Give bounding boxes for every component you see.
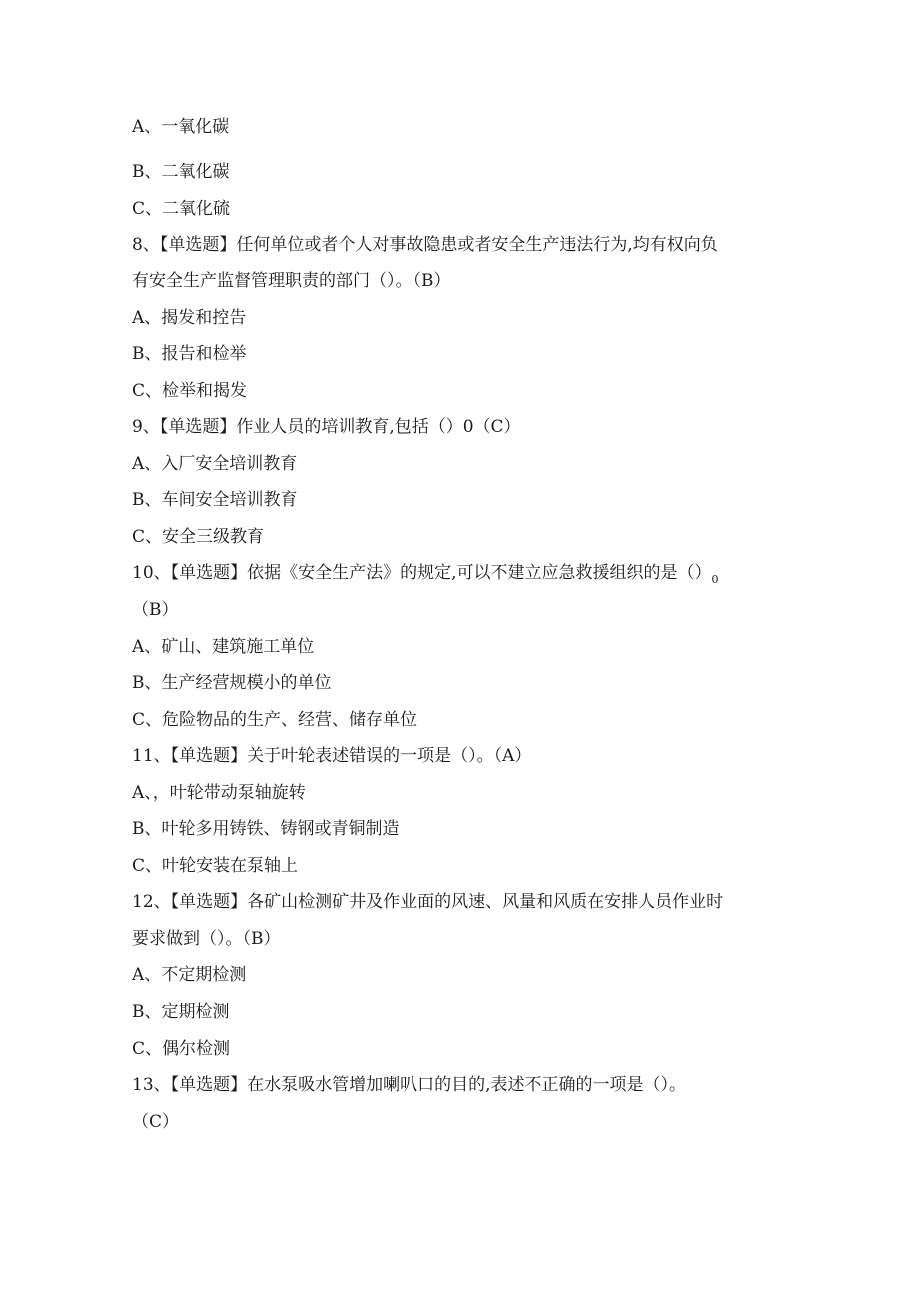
option-b: B、报告和检举 [132, 344, 247, 364]
option-c: C、检举和揭发 [132, 381, 248, 401]
question-10-subscript: 0 [711, 573, 719, 586]
option-b: B、车间安全培训教育 [132, 490, 298, 510]
question-12: 12、【单选题】各矿山检测矿井及作业面的风速、风量和风质在安排人员作业时 [132, 892, 724, 912]
question-13: 13、【单选题】在水泵吸水管增加喇叭口的目的,表述不正确的一项是（）。 [132, 1075, 687, 1095]
option-a: A、入厂安全培训教育 [132, 454, 298, 474]
question-8: 8、【单选题】任何单位或者个人对事故隐患或者安全生产违法行为,均有权向负 [132, 235, 718, 255]
option-b: B、二氧化碳 [132, 162, 230, 182]
option-a: A、揭发和控告 [132, 308, 247, 328]
option-a: A、不定期检测 [132, 965, 247, 985]
option-c: C、危险物品的生产、经营、储存单位 [132, 710, 418, 730]
question-8-cont: 有安全生产监督管理职责的部门（）。（B） [132, 271, 451, 291]
question-10-text: 10、【单选题】依据《安全生产法》的规定,可以不建立应急救援组织的是（） [132, 563, 712, 583]
question-9: 9、【单选题】作业人员的培训教育,包括（）0（C） [132, 417, 521, 437]
question-12-cont: 要求做到（）。（B） [132, 929, 281, 949]
option-b: B、叶轮多用铸铁、铸钢或青铜制造 [132, 819, 400, 839]
question-13-cont: （C） [132, 1112, 180, 1132]
option-a: A、一氧化碳 [132, 117, 230, 137]
option-b: B、生产经营规模小的单位 [132, 673, 332, 693]
question-11: 11、【单选题】关于叶轮表述错误的一项是（）。（A） [132, 746, 532, 766]
question-10 [132, 562, 719, 586]
option-b: B、定期检测 [132, 1002, 230, 1022]
option-a: A、，叶轮带动泵轴旋转 [132, 783, 306, 803]
option-c: C、叶轮安装在泵轴上 [132, 856, 299, 876]
option-c: C、安全三级教育 [132, 527, 265, 547]
question-10-cont: （B） [132, 600, 179, 620]
option-c: C、二氧化硫 [132, 199, 231, 219]
option-a: A、矿山、建筑施工单位 [132, 637, 315, 657]
option-c: C、偶尔检测 [132, 1039, 231, 1059]
